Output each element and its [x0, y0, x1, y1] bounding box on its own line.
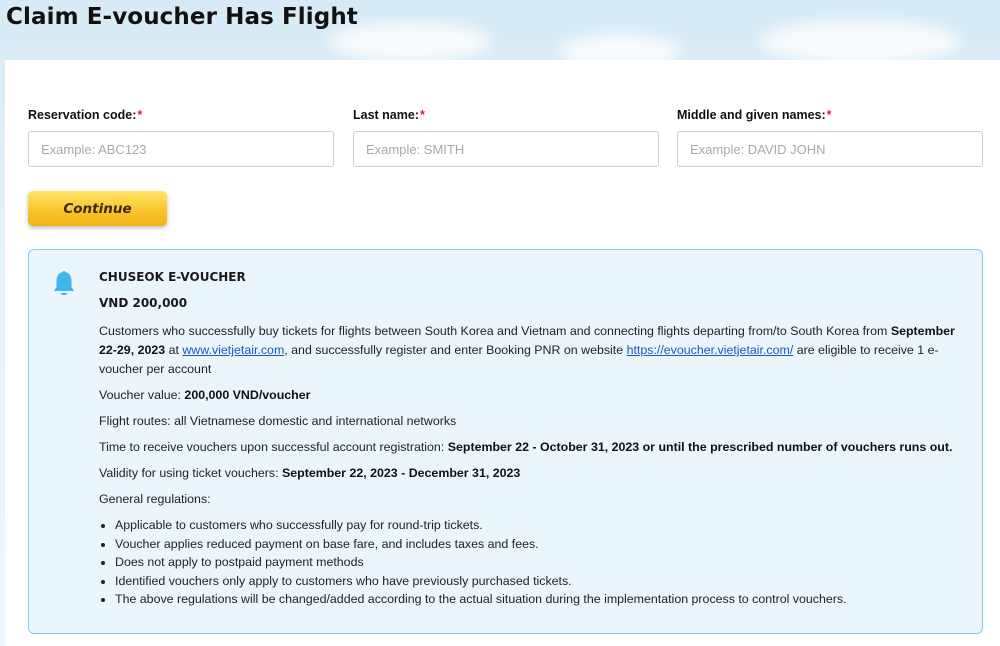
- voucher-notice: [28, 249, 983, 634]
- intro-paragraph: Customers who successfully buy tickets for flights between South Korea and Vietnam and connecting flights departing from/to South Korea from September 22-29, 2023 at www.vietjetair.com, and successfully register and enter Booking PNR on website https://evoucher.vietjetair.com/ are eligible to receive 1 e-voucher per account: [99, 324, 955, 376]
- regulations-list: [99, 516, 959, 609]
- validity: Validity for using ticket vouchers: September 22, 2023 - December 31, 2023: [99, 466, 521, 480]
- list-item: • Voucher applies reduced payment on base fare, and includes taxes and fees.: [115, 535, 959, 554]
- required-mark: *: [420, 108, 425, 122]
- voucher-value: Voucher value: 200,000 VND/voucher: [99, 388, 311, 402]
- reservation-code-input[interactable]: [28, 131, 334, 167]
- list-item: • The above regulations will be changed/added according to the actual situation during the implementation process to control vouchers.: [115, 590, 959, 609]
- given-names-field: [677, 108, 983, 126]
- general-regulations-heading: General regulations:: [99, 492, 211, 506]
- given-names-label: Middle and given names:*: [677, 108, 832, 122]
- promo-dates: September 22-29, 2023: [99, 324, 955, 357]
- required-mark: *: [137, 108, 143, 122]
- voucher-amount: VND 200,000: [99, 296, 188, 310]
- bell-icon: [52, 270, 76, 298]
- time-to-receive: Time to receive vouchers upon successful account registration: September 22 - October 31, 2023 or until the prescribed number of vouchers runs out.: [99, 440, 953, 454]
- vietjetair-link[interactable]: www.vietjetair.com: [182, 343, 285, 357]
- voucher-title: CHUSEOK E-VOUCHER: [99, 270, 246, 284]
- required-mark: *: [826, 108, 832, 122]
- flight-routes: Flight routes: all Vietnamese domestic and international networks: [99, 414, 457, 428]
- page-title: Claim E-voucher Has Flight: [6, 4, 358, 30]
- list-item: • Identified vouchers only apply to customers who have previously purchased tickets.: [115, 572, 959, 591]
- last-name-label: Last name:*: [353, 108, 425, 122]
- notice-content: [99, 268, 959, 609]
- continue-button[interactable]: Continue: [28, 191, 167, 226]
- last-name-input[interactable]: [353, 131, 659, 167]
- list-item: • Does not apply to postpaid payment methods: [115, 553, 959, 572]
- evoucher-link[interactable]: https://evoucher.vietjetair.com/: [626, 343, 794, 357]
- last-name-field: [353, 108, 659, 126]
- list-item: • Applicable to customers who successfully pay for round-trip tickets.: [115, 516, 959, 535]
- given-names-input[interactable]: [677, 131, 983, 167]
- reservation-code-label: Reservation code:*: [28, 108, 143, 122]
- claim-form-panel: [5, 60, 1000, 646]
- reservation-code-field: [28, 108, 334, 126]
